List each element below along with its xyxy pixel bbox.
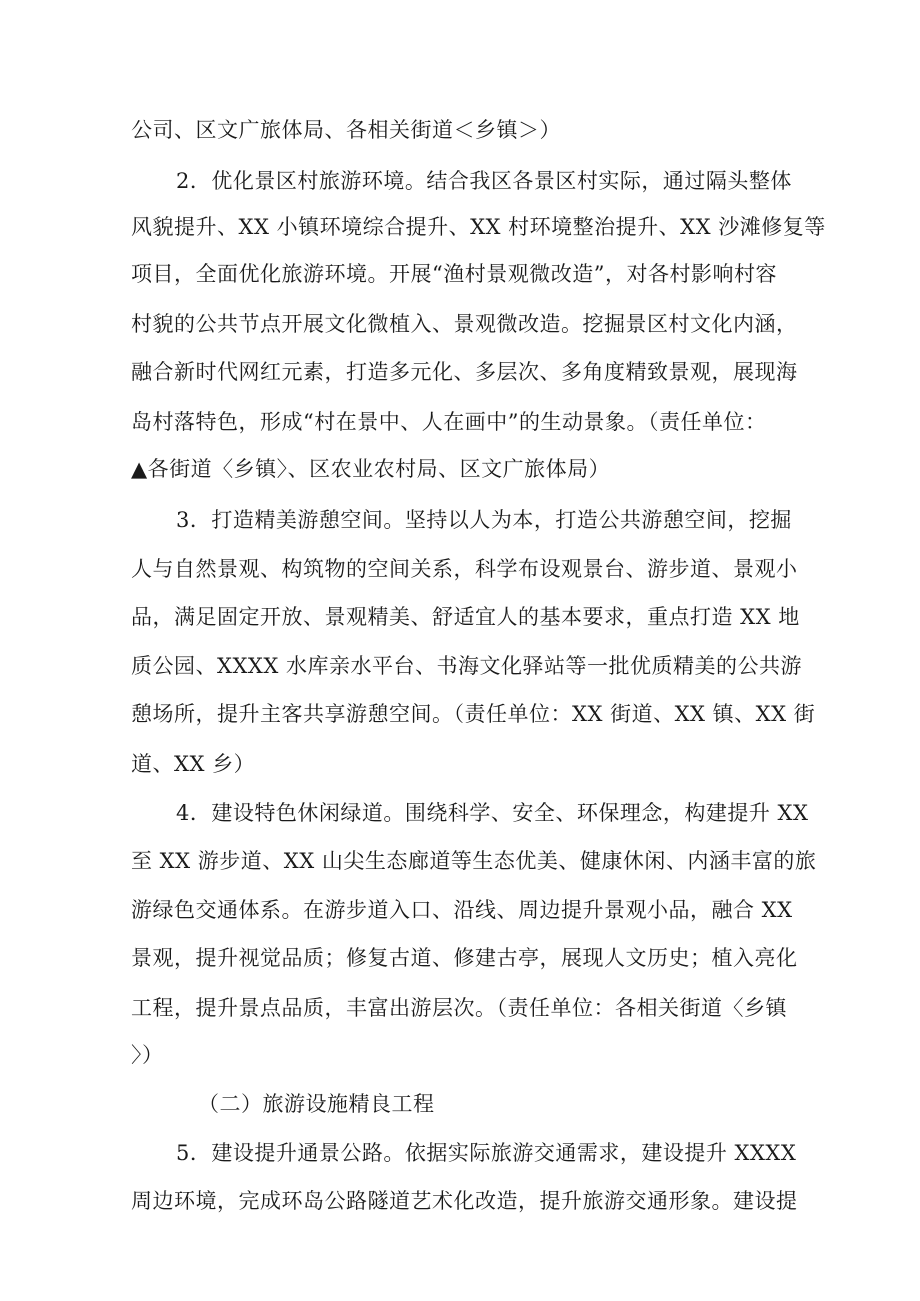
paragraph-item-5: 5．建设提升通景公路。依据实际旅游交通需求，建设提升 XXXX [176,1141,797,1165]
text-line: 项目，全面优化旅游环境。开展“渔村景观微改造”，对各村影响村容 [131,262,777,286]
text-line: 岛村落特色，形成“村在景中、人在画中”的生动景象。（责任单位： [131,410,767,434]
section-heading: （二）旅游设施精良工程 [198,1092,435,1116]
text-line: 公司、区文广旅体局、各相关街道＜乡镇＞） [131,118,561,142]
text-line: 至 XX 游步道、XX 山尖生态廊道等生态优美、健康休闲、内涵丰富的旅 [131,849,817,873]
text-line: 道、XX 乡） [131,752,256,776]
text-line: 质公园、XXXX 水库亲水平台、书海文化驿站等一批优质精美的公共游 [131,654,802,678]
paragraph-item-2: 2．优化景区村旅游环境。结合我区各景区村实际，通过隔头整体 [176,169,792,193]
text-line: 人与自然景观、构筑物的空间关系，科学布设观景台、游步道、景观小 [131,557,798,581]
text-line: 游绿色交通体系。在游步道入口、沿线、周边提升景观小品，融合 XX [131,898,793,922]
text-line: 景观，提升视觉品质；修复古道、修建古亭，展现人文历史；植入亮化 [131,946,798,970]
text-line: 周边环境，完成环岛公路隧道艺术化改造，提升旅游交通形象。建设提 [131,1189,798,1213]
text-line: ▲各街道〈乡镇〉、区农业农村局、区文广旅体局） [131,457,611,481]
text-line: 憩场所，提升主客共享游憩空间。（责任单位：XX 街道、XX 镇、XX 街 [131,702,816,726]
text-line: 融合新时代网红元素，打造多元化、多层次、多角度精致景观，展现海 [131,360,798,384]
text-line: 工程，提升景点品质，丰富出游层次。（责任单位：各相关街道〈乡镇 [131,996,787,1020]
paragraph-item-3: 3．打造精美游憩空间。坚持以人为本，打造公共游憩空间，挖掘 [176,508,792,532]
text-line: 风貌提升、XX 小镇环境综合提升、XX 村环境整治提升、XX 沙滩修复等 [131,215,826,239]
text-line: 品，满足固定开放、景观精美、舒适宜人的基本要求，重点打造 XX 地 [131,605,800,629]
text-line: 〉） [131,1043,164,1067]
text-line: 村貌的公共节点开展文化微植入、景观微改造。挖掘景区村文化内涵， [131,312,798,336]
paragraph-item-4: 4．建设特色休闲绿道。围绕科学、安全、环保理念，构建提升 XX [176,801,809,825]
